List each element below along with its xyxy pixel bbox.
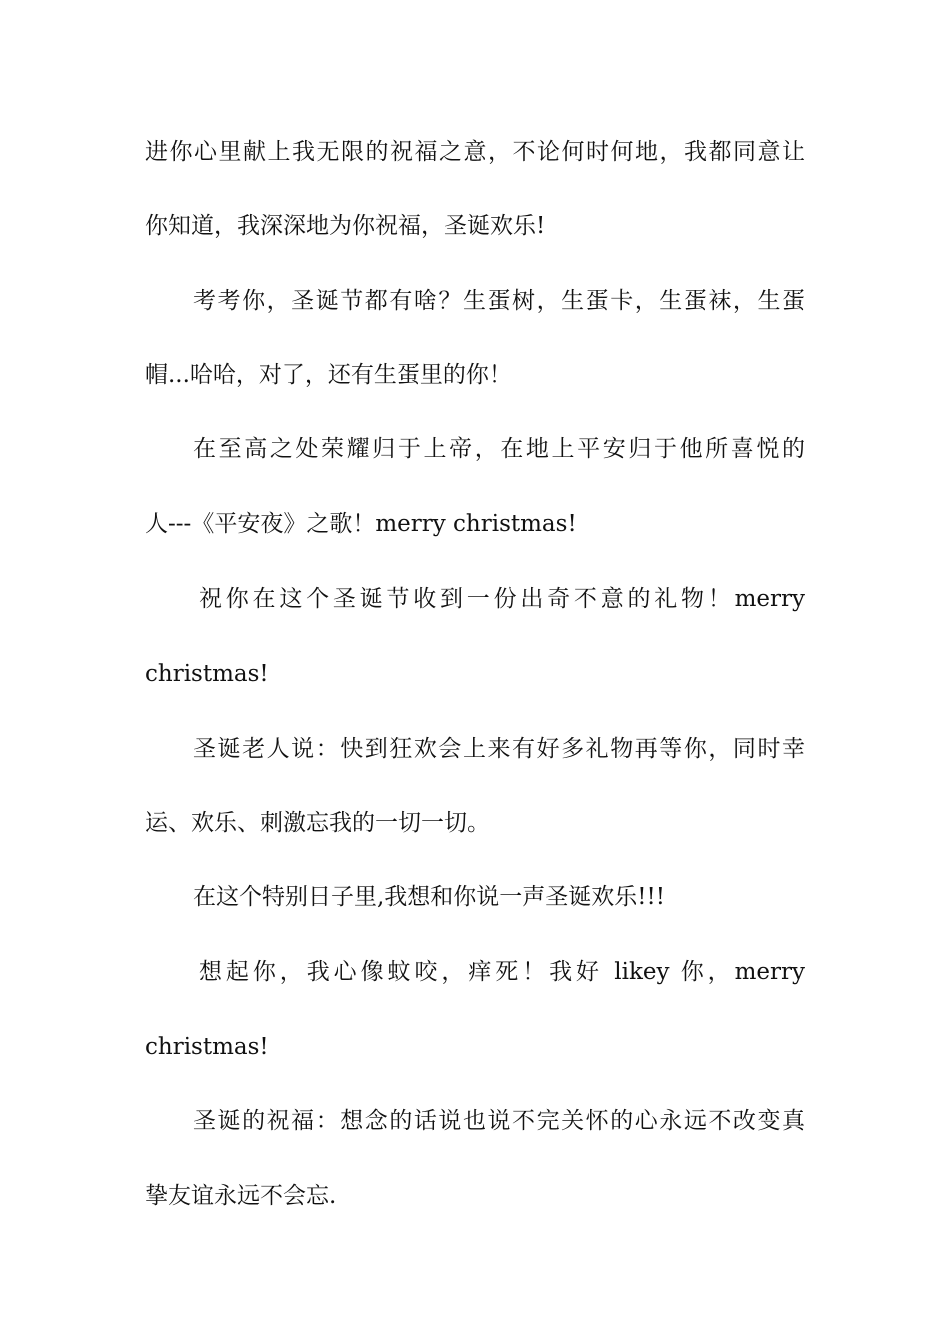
paragraph-3-line-2: 人---《平安夜》之歌！merry christmas!	[145, 511, 577, 537]
paragraph-3-line-1: 在至高之处荣耀归于上帝，在地上平安归于他所喜悦的	[193, 436, 805, 462]
paragraph-1-line-1: 进你心里献上我无限的祝福之意，不论何时何地，我都同意让	[145, 139, 805, 165]
paragraph-1-line-2: 你知道，我深深地为你祝福，圣诞欢乐!	[145, 213, 546, 239]
paragraph-5-line-1: 圣诞老人说：快到狂欢会上来有好多礼物再等你，同时幸	[193, 736, 805, 762]
paragraph-4-line-1: 祝你在这个圣诞节收到一份出奇不意的礼物！merry	[199, 586, 805, 612]
paragraph-8-line-2: 挚友谊永远不会忘.	[145, 1183, 337, 1209]
paragraph-6-line-1: 在这个特别日子里,我想和你说一声圣诞欢乐!!!	[193, 884, 666, 910]
paragraph-2-line-2: 帽...哈哈，对了，还有生蛋里的你！	[145, 362, 512, 388]
paragraph-5-line-2: 运、欢乐、刺激忘我的一切一切。	[145, 810, 490, 836]
paragraph-2-line-1: 考考你，圣诞节都有啥？生蛋树，生蛋卡，生蛋袜，生蛋	[193, 288, 805, 314]
paragraph-4-line-2: christmas!	[145, 661, 269, 687]
paragraph-8-line-1: 圣诞的祝福：想念的话说也说不完关怀的心永远不改变真	[193, 1108, 805, 1134]
paragraph-7-line-1: 想起你，我心像蚊咬，痒死！我好 likey 你，merry	[199, 959, 805, 985]
paragraph-7-line-2: christmas!	[145, 1034, 269, 1060]
